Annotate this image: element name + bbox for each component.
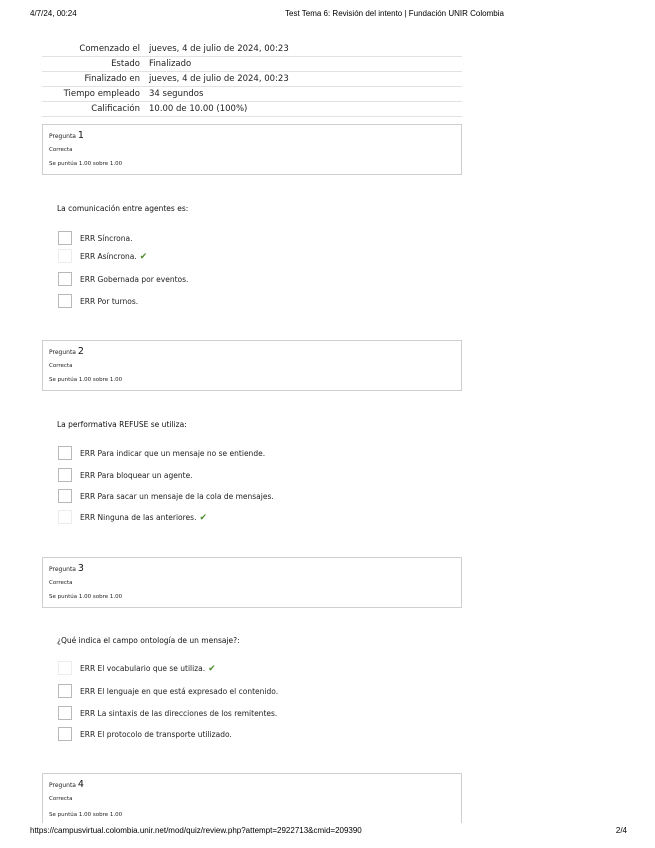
answer-label: ERR Por turnos.: [80, 297, 139, 306]
answer-option-selected[interactable]: [58, 510, 418, 526]
question-prefix: Pregunta: [49, 782, 76, 789]
answer-label: ERR Asíncrona.: [80, 252, 137, 261]
question-text-1: La comunicación entre agentes es:: [57, 204, 189, 213]
answer-checkbox[interactable]: [58, 249, 72, 263]
answer-label: ERR El lenguaje en que está expresado el contenido.: [80, 687, 279, 696]
answer-label: ERR La sintaxis de las direcciones de los remitentes.: [80, 709, 278, 718]
summary-row: [42, 72, 462, 87]
attempt-summary-table: [42, 42, 462, 117]
print-date: 4/7/24, 00:24: [30, 9, 77, 18]
question-state: Correcta: [49, 796, 73, 802]
answer-option[interactable]: [58, 468, 418, 484]
summary-row: [42, 102, 462, 117]
answer-checkbox[interactable]: [58, 272, 72, 286]
answer-label: ERR El vocabulario que se utiliza.: [80, 664, 206, 673]
summary-row: [42, 57, 462, 72]
question-grade: Se puntúa 1.00 sobre 1.00: [49, 377, 123, 383]
summary-row: [42, 42, 462, 57]
answer-checkbox[interactable]: [58, 446, 72, 460]
answer-checkbox[interactable]: [58, 510, 72, 524]
answer-option[interactable]: [58, 684, 418, 700]
summary-value: 34 segundos: [146, 87, 462, 102]
question-grade: Se puntúa 1.00 sobre 1.00: [49, 161, 123, 167]
question-state: Correcta: [49, 580, 73, 586]
answer-checkbox[interactable]: [58, 468, 72, 482]
summary-value: jueves, 4 de julio de 2024, 00:23: [146, 42, 462, 57]
question-prefix: Pregunta: [49, 133, 76, 140]
answer-option[interactable]: [58, 231, 418, 247]
question-info-3: [42, 557, 462, 608]
summary-row: [42, 87, 462, 102]
summary-label: Finalizado en: [42, 72, 146, 87]
answer-option[interactable]: [58, 272, 418, 288]
check-icon: ✔: [208, 664, 216, 674]
question-info-4: [42, 773, 462, 823]
answer-label: ERR Para indicar que un mensaje no se entiende.: [80, 449, 266, 458]
question-number: 4: [77, 779, 84, 790]
question-state: Correcta: [49, 147, 73, 153]
answer-option[interactable]: [58, 294, 418, 310]
question-prefix: Pregunta: [49, 349, 76, 356]
answer-label: ERR El protocolo de transporte utilizado.: [80, 730, 232, 739]
summary-value: 10.00 de 10.00 (100%): [146, 102, 462, 117]
print-header: [30, 9, 625, 21]
question-text-3: ¿Qué indica el campo ontología de un mensaje?:: [57, 636, 240, 645]
check-icon: ✔: [199, 513, 208, 523]
answer-label: ERR Síncrona.: [80, 234, 133, 243]
answer-option[interactable]: [58, 489, 418, 505]
question-number: 2: [77, 346, 84, 357]
answer-checkbox[interactable]: [58, 684, 72, 698]
answer-checkbox[interactable]: [58, 231, 72, 245]
print-title: Test Tema 6: Revisión del intento | Fundación UNIR Colombia: [285, 9, 504, 18]
summary-label: Estado: [42, 57, 146, 72]
check-icon: ✔: [139, 252, 148, 262]
question-grade: Se puntúa 1.00 sobre 1.00: [49, 594, 123, 600]
question-text-2: La performativa REFUSE se utiliza:: [57, 420, 187, 429]
summary-value: Finalizado: [146, 57, 462, 72]
answer-option-selected[interactable]: [58, 249, 418, 265]
question-number: 1: [77, 130, 84, 141]
answer-checkbox[interactable]: [58, 294, 72, 308]
answer-label: ERR Ninguna de las anteriores.: [80, 513, 197, 522]
answer-checkbox[interactable]: [58, 489, 72, 503]
answer-option-selected[interactable]: [58, 661, 418, 677]
question-info-2: [42, 340, 462, 391]
summary-label: Comenzado el: [42, 42, 146, 57]
summary-label: Calificación: [42, 102, 146, 117]
question-grade: Se puntúa 1.00 sobre 1.00: [49, 812, 123, 818]
page-url: https://campusvirtual.colombia.unir.net/mod/quiz/review.php?attempt=2922713&cmid=209390: [30, 826, 362, 835]
answer-label: ERR Para sacar un mensaje de la cola de mensajes.: [80, 492, 274, 501]
answer-option[interactable]: [58, 706, 418, 722]
answer-label: ERR Para bloquear un agente.: [80, 471, 193, 480]
page-number: 2/4: [615, 826, 627, 835]
answer-checkbox[interactable]: [58, 727, 72, 741]
answer-checkbox[interactable]: [58, 661, 72, 675]
question-prefix: Pregunta: [49, 566, 76, 573]
summary-label: Tiempo empleado: [42, 87, 146, 102]
summary-value: jueves, 4 de julio de 2024, 00:23: [146, 72, 462, 87]
answer-option[interactable]: [58, 446, 418, 462]
answer-label: ERR Gobernada por eventos.: [80, 275, 189, 284]
question-info-1: [42, 124, 462, 175]
question-state: Correcta: [49, 363, 73, 369]
answer-option[interactable]: [58, 727, 418, 743]
answer-checkbox[interactable]: [58, 706, 72, 720]
question-number: 3: [77, 563, 84, 574]
